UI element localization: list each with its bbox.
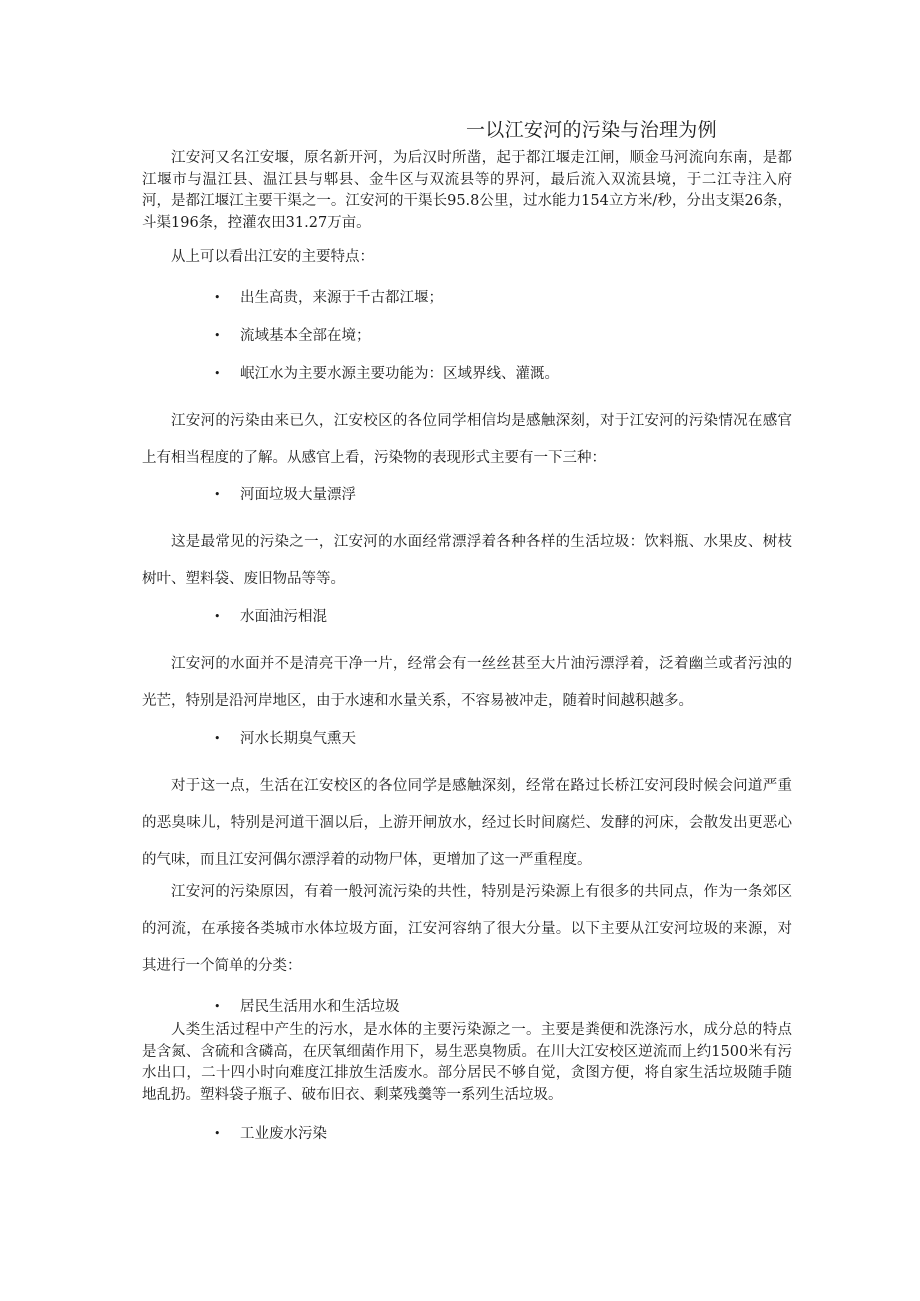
- bullet-icon: •: [214, 488, 221, 501]
- pollution-form-heading: [214, 606, 327, 628]
- pollution-form-title: 水面油污相混: [240, 609, 327, 625]
- bullet-icon: •: [214, 732, 221, 745]
- causes-intro-paragraph: 江安河的污染原因，有着一般河流污染的共性，特别是污染源上有很多的共同点，作为一条郊区的河流，在承接各类城市水体垃圾方面，江安河容纳了很大分量。以下主要从江安河垃圾的来源，对其进行一个简单的分类：: [142, 884, 792, 974]
- pollution-form-text: 这是最常见的污染之一，江安河的水面经常漂浮着各种各样的生活垃圾：饮料瓶、水果皮、树枝树叶、塑料袋、废旧物品等等。: [142, 534, 792, 587]
- pollution-intro-paragraph: 江安河的污染由来已久，江安校区的各位同学相信均是感触深刻，对于江安河的污染情况在感官上有相当程度的了解。从感官上看，污染物的表现形式主要有一下三种：: [142, 413, 792, 466]
- pollution-form-text: 江安河的水面并不是清亮干净一片，经常会有一丝丝甚至大片油污漂浮着，泛着幽兰或者污浊的光芒，特别是沿河岸地区，由于水速和水量关系，不容易被冲走，随着时间越积越多。: [142, 656, 792, 709]
- pollution-form-text: 对于这一点，生活在江安校区的各位同学是感触深刻，经常在路过长桥江安河段时候会问道严重的恶臭味儿，特别是河道干涸以后，上游开闸放水，经过长时间腐烂、发酵的河床，会散发出更恶心的气味，而且江安河偶尔漂浮着的动物尸体，更增加了这一严重程度。: [142, 778, 792, 868]
- bullet-icon: •: [214, 367, 221, 380]
- bullet-icon: •: [214, 291, 221, 304]
- feature-item-text: 流域基本全部在境；: [240, 328, 371, 344]
- intro-paragraph: 江安河又名江安堰，原名新开河，为后汉时所凿，起于都江堰走江闸，顺金马河流向东南，是都江堰市与温江县、温江县与郫县、金牛区与双流县等的界河，最后流入双流县境，于二江寺注入府河，是都江堰江主要干渠之一。江安河的干渠长95.8公里，过水能力154立方米/秒，分出支渠26条，斗渠196条，控灌农田31.27万亩。: [142, 150, 792, 231]
- source-heading: [214, 996, 400, 1018]
- feature-item-text: 出生高贵，来源于千古都江堰；: [240, 290, 443, 306]
- source-text: 人类生活过程中产生的污水，是水体的主要污染源之一。主要是粪便和洗涤污水，成分总的特点是含氮、含硫和含磷高，在厌氧细菌作用下，易生恶臭物质。在川大江安校区逆流而上约1500米有污水出口，二十四小时向难度江排放生活废水。部分居民不够自觉，贪图方便，将自家生活垃圾随手随地乱扔。塑料袋子瓶子、破布旧衣、剩菜残羹等一系列生活垃圾。: [142, 1022, 792, 1103]
- features-lead: 从上可以看出江安的主要特点：: [171, 249, 374, 265]
- feature-item: [214, 363, 559, 385]
- feature-item-text: 岷江水为主要水源主要功能为：区域界线、灌溉。: [240, 366, 559, 382]
- source-title: 工业废水污染: [240, 1126, 327, 1142]
- document-subtitle: 一以江安河的污染与治理为例: [466, 119, 717, 141]
- source-heading: [214, 1123, 327, 1145]
- pollution-form-heading: [214, 484, 356, 506]
- bullet-icon: •: [214, 1000, 221, 1013]
- bullet-icon: •: [214, 329, 221, 342]
- pollution-form-title: 河面垃圾大量漂浮: [240, 487, 356, 503]
- feature-item: [214, 325, 371, 347]
- bullet-icon: •: [214, 1127, 221, 1140]
- feature-item: [214, 287, 443, 309]
- pollution-form-heading: [214, 728, 356, 750]
- pollution-form-title: 河水长期臭气熏天: [240, 731, 356, 747]
- bullet-icon: •: [214, 610, 221, 623]
- source-title: 居民生活用水和生活垃圾: [240, 999, 400, 1015]
